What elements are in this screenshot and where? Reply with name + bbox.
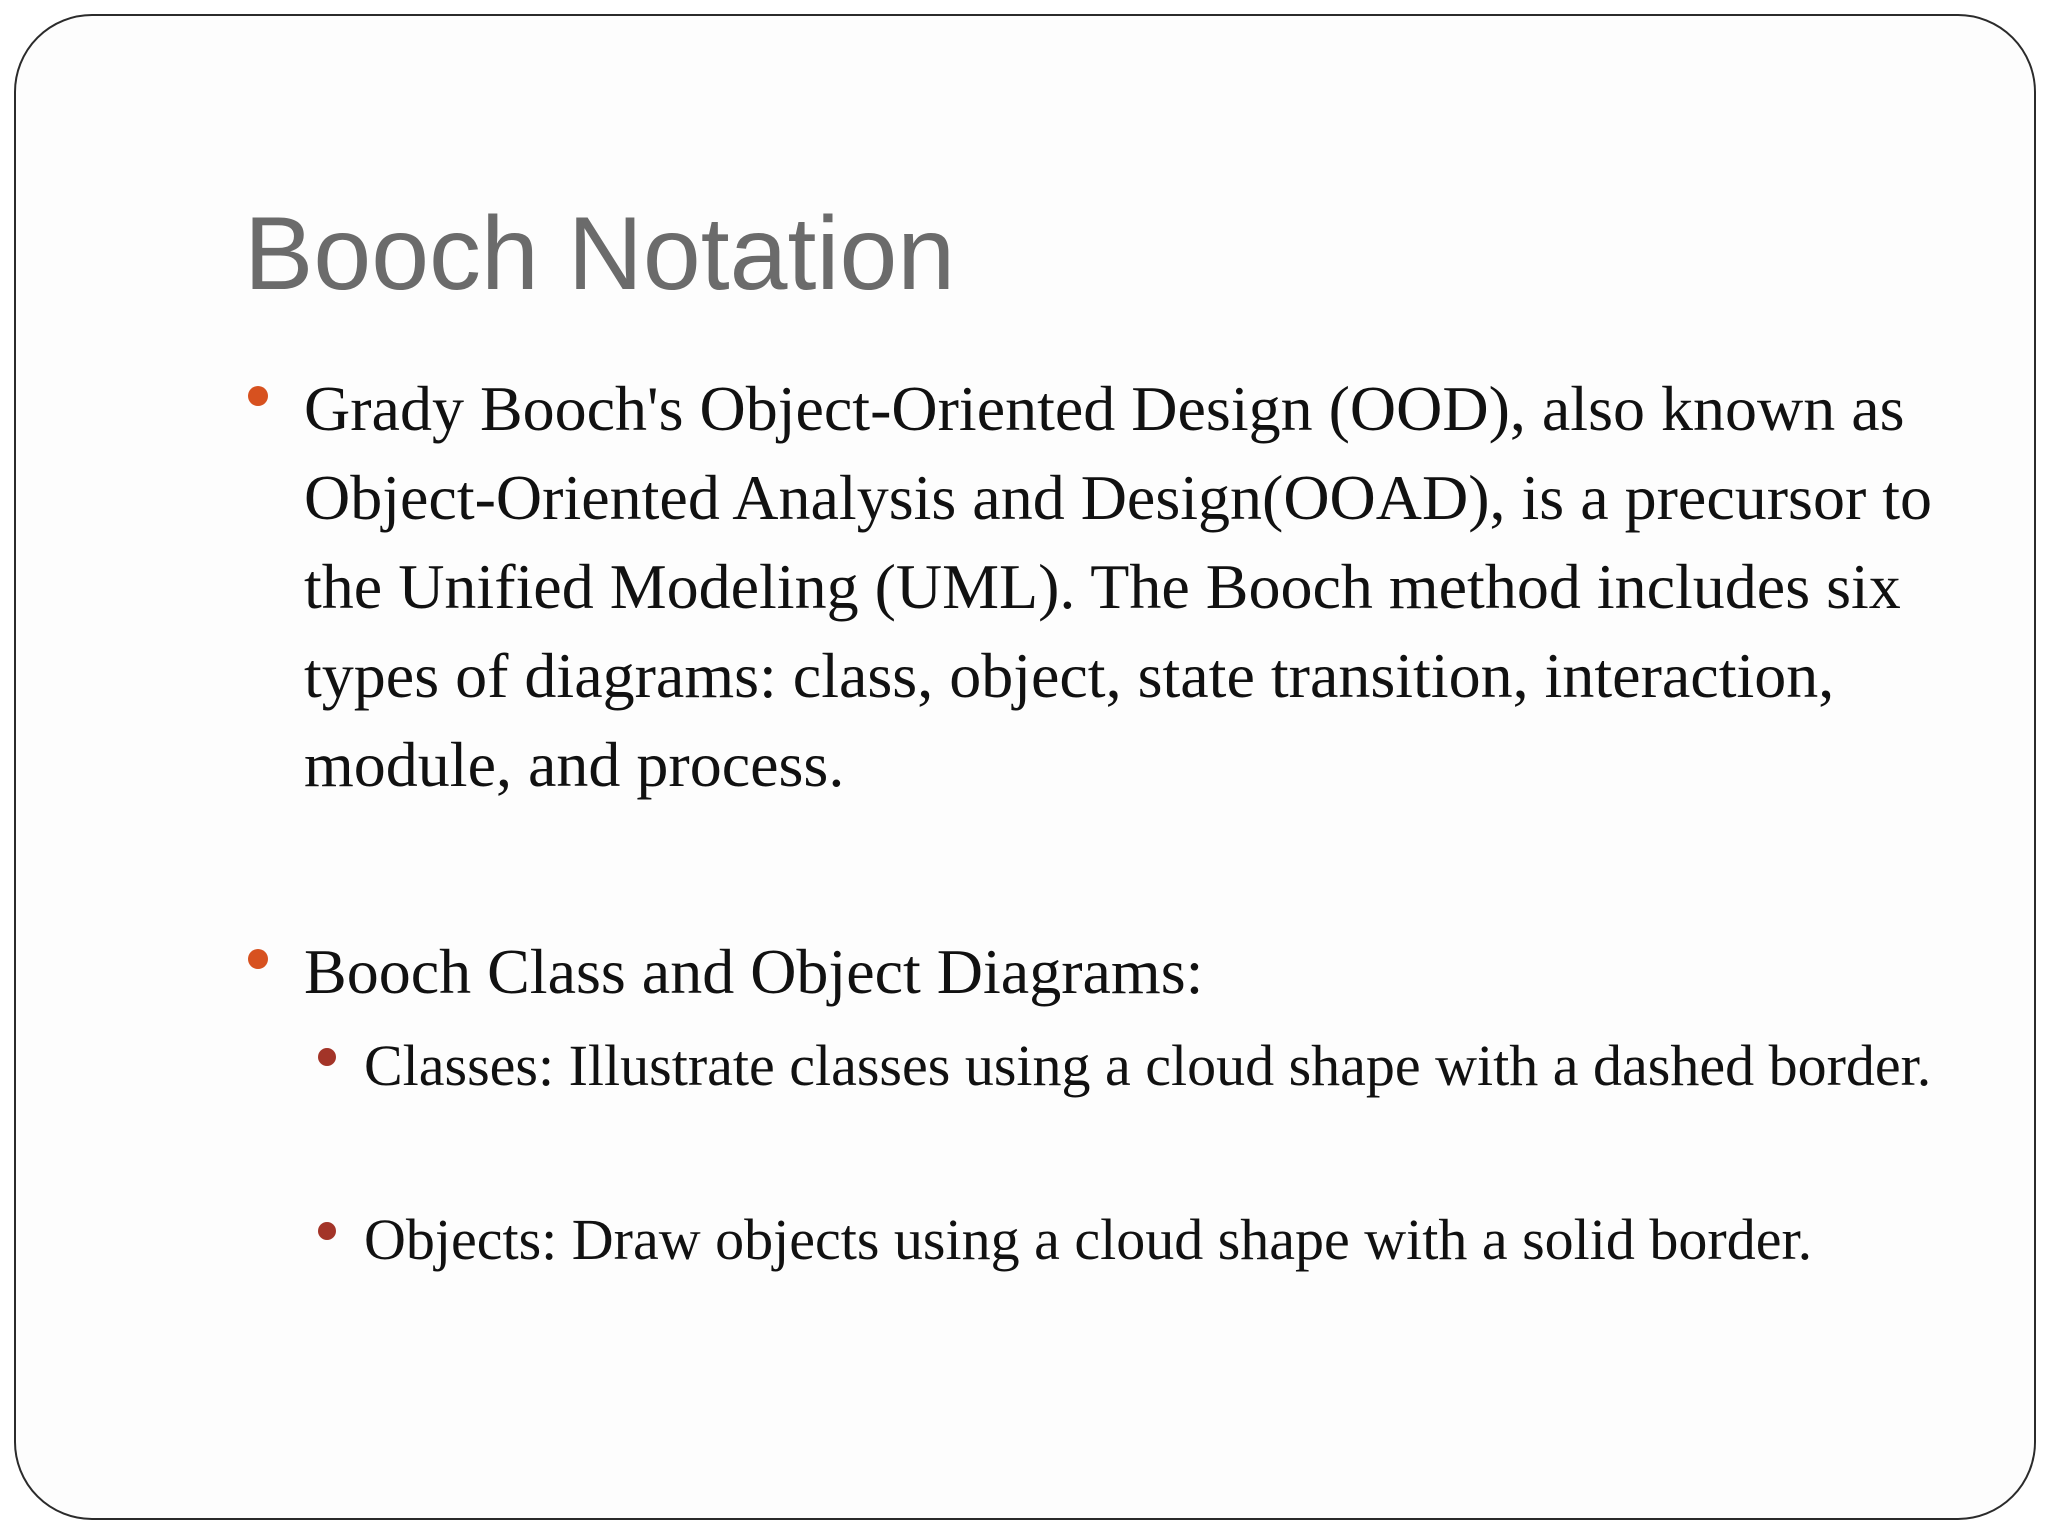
slide-frame <box>14 14 2036 1520</box>
bullet-item-1 <box>304 364 1944 809</box>
bullet-item-2 <box>304 927 1944 1016</box>
sub-bullet-text: Classes: Illustrate classes using a cloud shape with a dashed border. <box>364 1033 1932 1098</box>
bullet-dot-icon <box>248 949 268 969</box>
bullet-text: Booch Class and Object Diagrams: <box>304 936 1204 1007</box>
sub-bullet-item-objects <box>364 1200 1984 1280</box>
sub-bullet-dot-icon <box>318 1048 336 1066</box>
sub-bullet-item-classes <box>364 1026 1964 1106</box>
slide-title: Booch Notation <box>244 196 956 312</box>
bullet-dot-icon <box>248 386 268 406</box>
sub-bullet-dot-icon <box>318 1222 336 1240</box>
sub-bullet-text: Objects: Draw objects using a cloud shape with a solid border. <box>364 1207 1813 1272</box>
bullet-text: Grady Booch's Object-Oriented Design (OOD), also known as Object-Oriented Analysis and Design(OOAD), is a precursor to the Unified Modeling (UML). The Booch method includes six types of diagrams: class, object, state transition, interaction, module, and process. <box>304 373 1933 800</box>
